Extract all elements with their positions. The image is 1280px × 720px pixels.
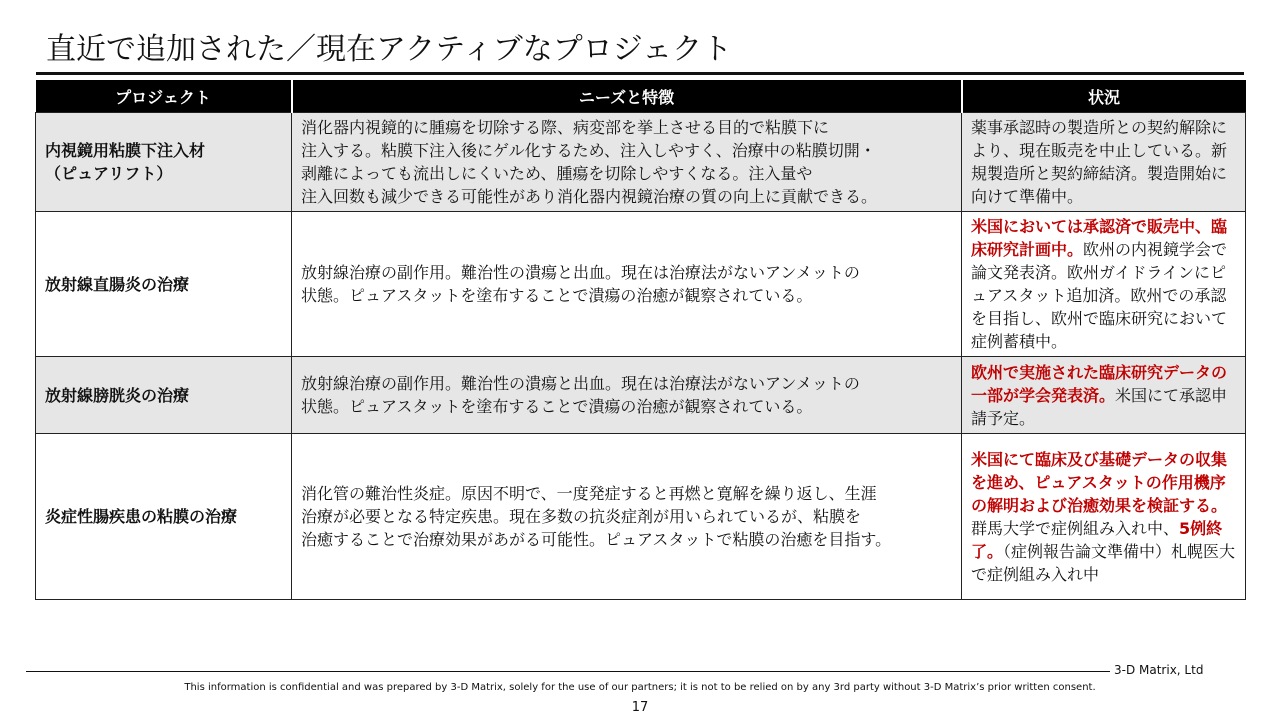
footer-divider xyxy=(26,671,1110,672)
page-title: 直近で追加された／現在アクティブなプロジェクト xyxy=(46,32,733,67)
status-text: （症例報告論文準備中）札幌医大で症例組み入れ中 xyxy=(971,541,1236,584)
status-cell xyxy=(962,434,1246,600)
project-name: 放射線膀胱炎の治療 xyxy=(36,357,292,434)
project-name: 放射線直腸炎の治療 xyxy=(36,212,292,357)
project-name: 炎症性腸疾患の粘膜の治療 xyxy=(36,434,292,600)
needs-text: 放射線治療の副作用。難治性の潰瘍と出血。現在は治療法がないアンメットの 状態。ピュアスタットを塗布することで潰瘍の治癒が観察されている。 xyxy=(292,212,962,357)
company-name: 3-D Matrix, Ltd xyxy=(1114,663,1204,677)
confidentiality-notice: This information is confidential and was prepared by 3-D Matrix, solely for the use of our partners; it is not to be relied on by any 3rd party without 3-D Matrix’s prior written consent. xyxy=(184,682,1096,693)
table-row xyxy=(36,212,1246,357)
header-needs: ニーズと特徴 xyxy=(292,80,962,113)
needs-text: 消化管の難治性炎症。原因不明で、一度発症すると再燃と寛解を繰り返し、生涯 治療が必要となる特定疾患。現在多数の抗炎症剤が用いられているが、粘膜を 治癒することで治療効果があがる可能性。ピュアスタットで粘膜の治癒を目指す。 xyxy=(292,434,962,600)
status-highlight-text: 5例終了。 xyxy=(971,518,1223,561)
header-project: プロジェクト xyxy=(36,80,292,113)
status-text: 群馬大学で症例組み入れ中、 xyxy=(971,518,1180,538)
status-text: 欧州の内視鏡学会で論文発表済。欧州ガイドラインにピュアスタット追加済。欧州での承認を目指し、欧州で臨床研究において症例蓄積中。 xyxy=(971,240,1228,351)
header-status: 状況 xyxy=(962,80,1246,113)
project-name: 内視鏡用粘膜下注入材 （ピュアリフト） xyxy=(36,113,292,212)
table-header-row xyxy=(36,80,1246,113)
page-number: 17 xyxy=(631,700,649,715)
project-table xyxy=(35,80,1246,600)
status-text: 米国にて承認申請予定。 xyxy=(971,385,1228,428)
needs-text: 消化器内視鏡的に腫瘍を切除する際、病変部を挙上させる目的で粘膜下に 注入する。粘膜下注入後にゲル化するため、注入しやすく、治療中の粘膜切開・ 剥離によっても流出しにくいため、腫瘍を切除しやすくなる。注入量や 注入回数も減少できる可能性があり消化器内視鏡治療の質の向上に貢献できる。 xyxy=(292,113,962,212)
status-cell xyxy=(962,357,1246,434)
status-cell xyxy=(962,212,1246,357)
table-row xyxy=(36,113,1246,212)
status-highlight-text: 米国にて臨床及び基礎データの収集を進め、ピュアスタットの作用機序の解明および治癒効果を検証する。 xyxy=(971,449,1228,515)
status-cell xyxy=(962,113,1246,212)
status-highlight-text: 米国においては承認済で販売中、臨床研究計画中。 xyxy=(971,217,1228,259)
status-text: 薬事承認時の製造所との契約解除により、現在販売を中止している。新規製造所と契約締結済。製造開始に向けて準備中。 xyxy=(971,118,1228,206)
table-row xyxy=(36,434,1246,600)
title-underline xyxy=(36,72,1244,75)
table-row xyxy=(36,357,1246,434)
needs-text: 放射線治療の副作用。難治性の潰瘍と出血。現在は治療法がないアンメットの 状態。ピュアスタットを塗布することで潰瘍の治癒が観察されている。 xyxy=(292,357,962,434)
status-highlight-text: 欧州で実施された臨床研究データの一部が学会発表済。 xyxy=(971,362,1228,405)
